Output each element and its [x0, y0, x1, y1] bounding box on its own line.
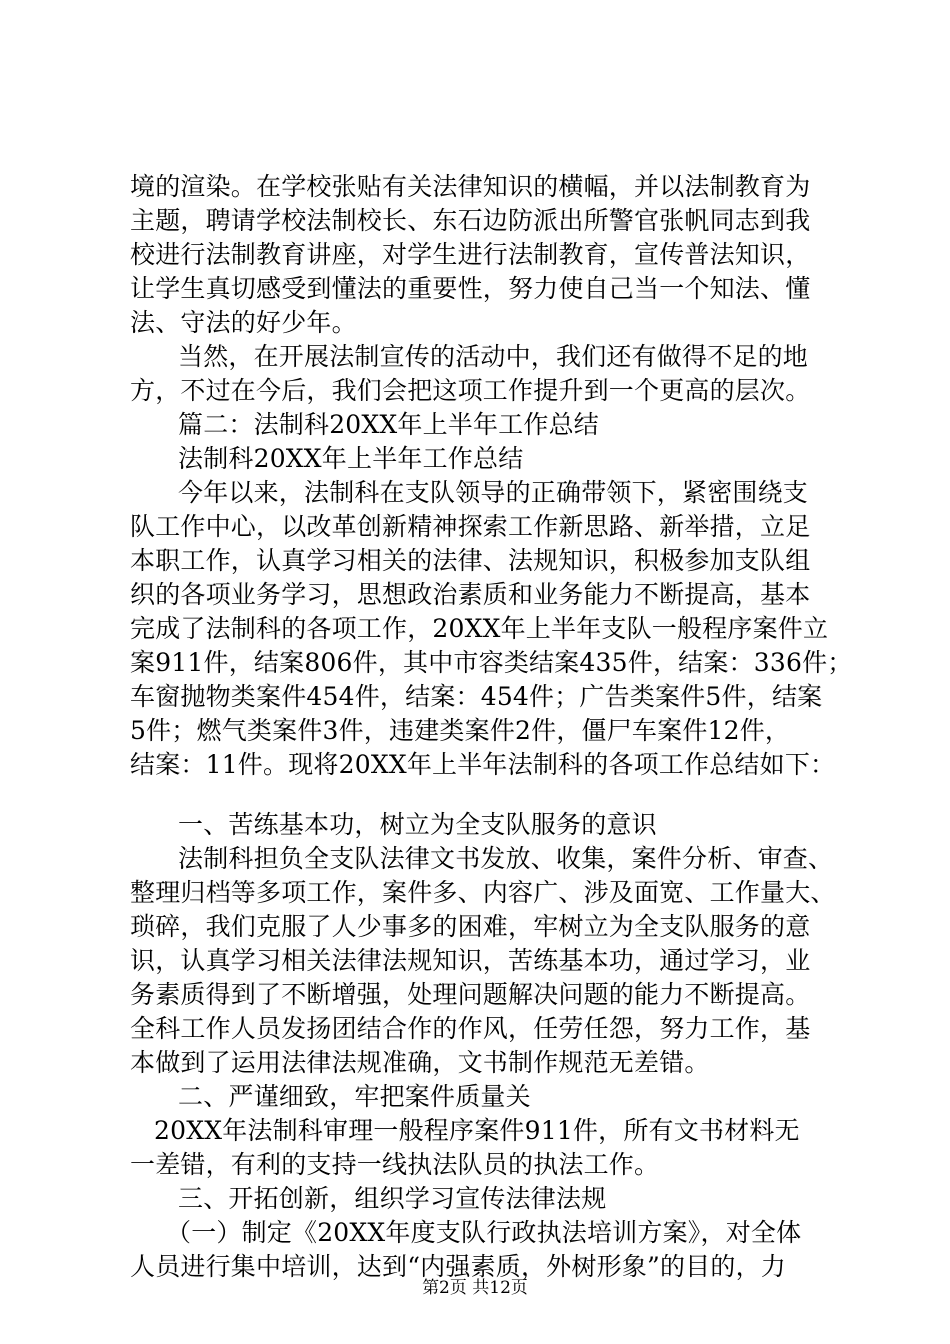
text-line: 当然，在开展法制宣传的活动中，我们还有做得不足的地 — [178, 342, 809, 371]
text-line: 织的各项业务学习，思想政治素质和业务能力不断提高，基本 — [130, 580, 811, 609]
section-heading: 一、苦练基本功，树立为全支队服务的意识 — [178, 810, 657, 839]
text-line: 整理归档等多项工作，案件多、内容广、涉及面宽、工作量大、 — [130, 878, 836, 907]
text-line: 方，不过在今后，我们会把这项工作提升到一个更高的层次。 — [130, 376, 811, 405]
text-line: 完成了法制科的各项工作，20XX年上半年支队一般程序案件立 — [130, 614, 829, 643]
text-line: 识，认真学习相关法律法规知识，苦练基本功，通过学习，业 — [130, 946, 811, 975]
page-number: 第2页 共12页 — [422, 1278, 528, 1298]
text-line: 结案：11件。现将20XX年上半年法制科的各项工作总结如下： — [130, 750, 836, 779]
text-line: 让学生真切感受到懂法的重要性，努力使自己当一个知法、懂 — [130, 274, 811, 303]
text-line: （一）制定《20XX年度支队行政执法培训方案》，对全体 — [166, 1218, 802, 1247]
section-heading: 三、开拓创新，组织学习宣传法律法规 — [178, 1184, 607, 1213]
text-line: 本做到了运用法律法规准确，文书制作规范无差错。 — [130, 1048, 710, 1077]
text-line: 车窗抛物类案件454件，结案：454件；广告类案件5件，结案 — [130, 682, 823, 711]
text-line: 20XX年法制科审理一般程序案件911件，所有文书材料无 — [154, 1116, 800, 1145]
text-line: 琐碎，我们克服了人少事多的困难，牢树立为全支队服务的意 — [130, 912, 811, 941]
section-heading: 二、严谨细致，牢把案件质量关 — [178, 1082, 531, 1111]
text-line: 主题，聘请学校法制校长、东石边防派出所警官张帆同志到我 — [130, 206, 811, 235]
text-line: 人员进行集中培训，达到“内强素质，外树形象”的目的，力 — [130, 1252, 786, 1281]
text-line: 全科工作人员发扬团结合作的作风，任劳任怨，努力工作，基 — [130, 1014, 811, 1043]
text-line: 校进行法制教育讲座，对学生进行法制教育，宣传普法知识， — [130, 240, 811, 269]
text-line: 境的渲染。在学校张贴有关法律知识的横幅，并以法制教育为 — [130, 172, 811, 201]
text-line: 务素质得到了不断增强，处理问题解决问题的能力不断提高。 — [130, 980, 811, 1009]
text-line: 今年以来，法制科在支队领导的正确带领下，紧密围绕支 — [178, 478, 809, 507]
text-line: 本职工作，认真学习相关的法律、法规知识，积极参加支队组 — [130, 546, 811, 575]
text-line: 一差错，有利的支持一线执法队员的执法工作。 — [130, 1150, 660, 1179]
text-line: 法、守法的好少年。 — [130, 308, 357, 337]
text-line: 5件；燃气类案件3件，违建类案件2件，僵尸车案件12件， — [130, 716, 791, 745]
text-line: 法制科担负全支队法律文书发放、收集，案件分析、审查、 — [178, 844, 834, 873]
text-line: 队工作中心，以改革创新精神探索工作新思路、新举措，立足 — [130, 512, 811, 541]
section-heading: 篇二：法制科20XX年上半年工作总结 — [178, 410, 600, 439]
text-line: 案911件，结案806件，其中市容类结案435件，结案：336件； — [130, 648, 853, 677]
document-title: 法制科20XX年上半年工作总结 — [178, 444, 524, 473]
